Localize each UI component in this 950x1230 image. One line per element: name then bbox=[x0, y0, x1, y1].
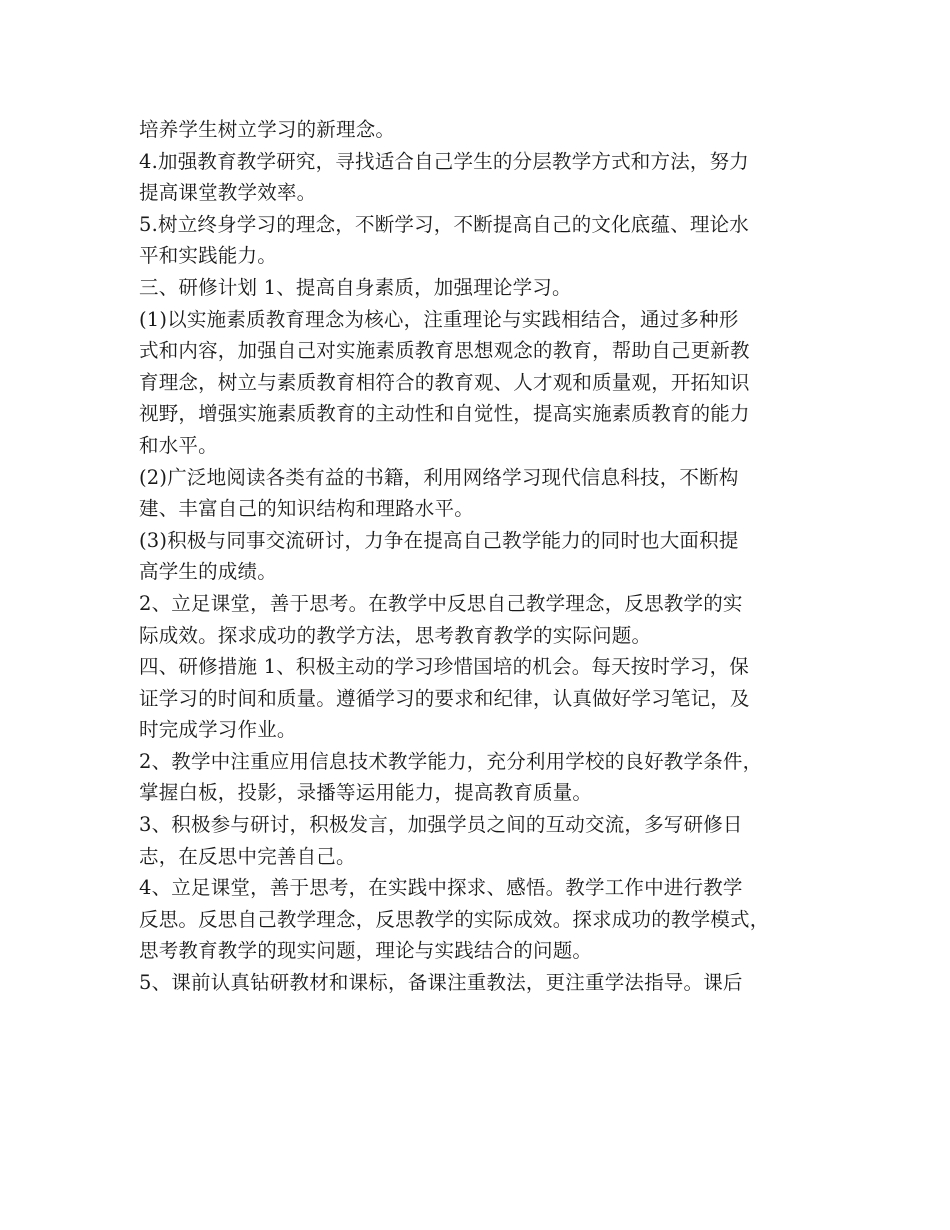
section-heading-line: 三、研修计划 1、提高自身素质，加强理论学习。 bbox=[139, 275, 572, 299]
text-line: 3、积极参与研讨，积极发言，加强学员之间的互动交流，多写研修日 bbox=[139, 813, 743, 837]
section-heading-line: 四、研修措施 1、积极主动的学习珍惜国培的机会。每天按时学习，保 bbox=[139, 655, 750, 679]
text-line: 提高课堂教学效率。 bbox=[139, 181, 317, 205]
text-line: 5.树立终身学习的理念，不断学习，不断提高自己的文化底蕴、理论水 bbox=[139, 212, 750, 236]
document-body bbox=[139, 114, 819, 999]
text-line: 培养学生树立学习的新理念。 bbox=[139, 118, 396, 141]
text-line: 2、教学中注重应用信息技术教学能力，充分利用学校的良好教学条件， bbox=[139, 749, 763, 773]
text-line: 育理念，树立与素质教育相符合的教育观、人才观和质量观，开拓知识 bbox=[139, 370, 750, 394]
text-line: 时完成学习作业。 bbox=[139, 718, 297, 742]
text-line: 5、课前认真钻研教材和课标，备课注重教法，更注重学法指导。课后 bbox=[139, 971, 743, 995]
text-line: 高学生的成绩。 bbox=[139, 560, 277, 584]
text-line: 建、丰富自己的知识结构和理路水平。 bbox=[139, 497, 474, 521]
text-line: 志，在反思中完善自己。 bbox=[139, 844, 356, 868]
text-line: 和水平。 bbox=[139, 433, 218, 457]
text-line: 思考教育教学的现实问题，理论与实践结合的问题。 bbox=[139, 939, 593, 963]
text-line: 反思。反思自己教学理念，反思教学的实际成效。探求成功的教学模式， bbox=[139, 907, 770, 931]
text-line: 式和内容，加强自己对实施素质教育思想观念的教育，帮助自己更新教 bbox=[139, 339, 750, 363]
text-line: 平和实践能力。 bbox=[139, 244, 277, 268]
text-line: 4.加强教育教学研究，寻找适合自己学生的分层教学方式和方法，努力 bbox=[139, 149, 750, 173]
text-line: 际成效。探求成功的教学方法，思考教育教学的实际问题。 bbox=[139, 623, 652, 647]
text-line: (1)以实施素质教育理念为核心，注重理论与实践相结合，通过多种形 bbox=[139, 307, 739, 331]
text-line: 2、立足课堂，善于思考。在教学中反思自己教学理念，反思教学的实 bbox=[139, 591, 743, 615]
text-line: 掌握白板，投影，录播等运用能力，提高教育质量。 bbox=[139, 781, 593, 805]
text-line: (2)广泛地阅读各类有益的书籍，利用网络学习现代信息科技，不断构 bbox=[139, 465, 739, 489]
text-line: 视野，增强实施素质教育的主动性和自觉性，提高实施素质教育的能力 bbox=[139, 402, 750, 426]
text-line: 4、立足课堂，善于思考，在实践中探求、感悟。教学工作中进行教学 bbox=[139, 876, 743, 900]
text-line: (3)积极与同事交流研讨，力争在提高自己教学能力的同时也大面积提 bbox=[139, 528, 739, 552]
text-line: 证学习的时间和质量。遵循学习的要求和纪律，认真做好学习笔记，及 bbox=[139, 686, 750, 710]
